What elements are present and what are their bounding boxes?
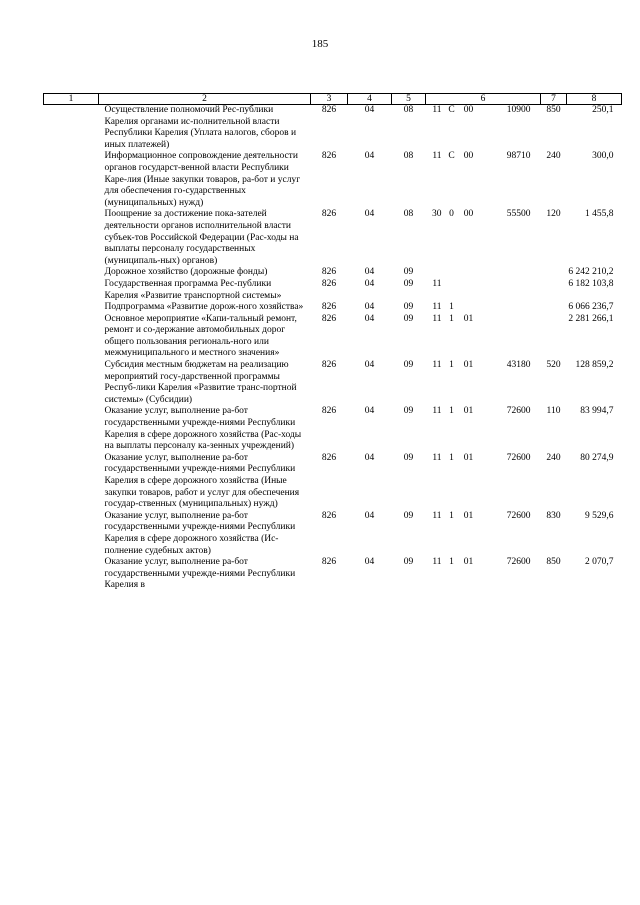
table-row bbox=[44, 406, 622, 452]
cell-csr bbox=[426, 302, 541, 314]
cell-vr: 850 bbox=[546, 557, 561, 568]
cell-rz: 04 bbox=[364, 360, 375, 371]
table-row bbox=[44, 314, 622, 360]
csr-segment: 01 bbox=[463, 452, 474, 463]
cell-blank bbox=[44, 302, 99, 314]
cell-rz: 04 bbox=[364, 105, 375, 115]
cell-rz: 04 bbox=[364, 151, 375, 162]
cell-sum: 300,0 bbox=[592, 151, 614, 162]
cell-name: Подпрограмма «Развитие дорож-ного хозяйства» bbox=[104, 302, 304, 313]
cell-name: Информационное сопровождение деятельности органов государст-венной власти Республики Каре-лия (Иные закупки товаров, ра-бот и услуг для обеспечения го-сударственных (муниципальных) нужд) bbox=[104, 151, 301, 208]
cell-sum: 2 281 266,1 bbox=[568, 313, 614, 324]
cell-vr bbox=[541, 279, 567, 302]
csr-segment: 72600 bbox=[506, 406, 531, 417]
csr-segment: 43180 bbox=[506, 360, 531, 371]
cell-ved: 826 bbox=[321, 151, 337, 162]
cell-sum: 6 242 210,2 bbox=[568, 267, 614, 278]
cell-blank bbox=[44, 209, 99, 267]
csr-segment: 72600 bbox=[506, 452, 531, 463]
table-row bbox=[44, 279, 622, 302]
cell-vr: 850 bbox=[546, 105, 561, 115]
csr-segment: 11 bbox=[432, 557, 442, 568]
cell-sum: 128 859,2 bbox=[575, 360, 614, 371]
cell-csr bbox=[426, 209, 541, 267]
table-header-row bbox=[44, 94, 622, 105]
cell-pr: 09 bbox=[403, 360, 414, 371]
csr-segment: 1 bbox=[449, 406, 454, 417]
cell-pr: 09 bbox=[403, 557, 414, 568]
csr-segment: 11 bbox=[432, 510, 442, 521]
cell-blank bbox=[44, 105, 99, 152]
csr-segment: 11 bbox=[432, 360, 442, 371]
csr-segment: 30 bbox=[432, 209, 442, 220]
cell-blank bbox=[44, 453, 99, 511]
cell-vr: 830 bbox=[546, 510, 561, 521]
cell-blank bbox=[44, 557, 99, 592]
cell-csr bbox=[426, 453, 541, 511]
cell-blank bbox=[44, 360, 99, 406]
cell-blank bbox=[44, 406, 99, 452]
table-row bbox=[44, 105, 622, 152]
cell-vr bbox=[541, 314, 567, 360]
cell-vr: 240 bbox=[546, 452, 561, 463]
csr-segment: 1 bbox=[449, 510, 454, 521]
cell-csr bbox=[426, 105, 541, 152]
cell-name: Субсидия местным бюджетам на реализацию мероприятий госу-дарственной программы Респуб-лики Карелия «Развитие транс-портной системы» (Субсидии) bbox=[104, 360, 297, 405]
cell-csr bbox=[426, 267, 541, 279]
cell-ved: 826 bbox=[321, 510, 337, 521]
cell-vr: 120 bbox=[546, 209, 561, 220]
cell-csr bbox=[426, 360, 541, 406]
cell-csr bbox=[426, 406, 541, 452]
csr-segment: 72600 bbox=[506, 557, 531, 568]
csr-segment: 01 bbox=[463, 557, 474, 568]
cell-csr bbox=[426, 557, 541, 592]
column-header: 1 bbox=[44, 94, 99, 105]
csr-segment: 11 bbox=[432, 151, 442, 162]
cell-ved: 826 bbox=[321, 360, 337, 371]
csr-segment: 10900 bbox=[506, 105, 531, 115]
cell-blank bbox=[44, 279, 99, 302]
cell-ved: 826 bbox=[321, 406, 337, 417]
cell-ved: 826 bbox=[321, 302, 337, 313]
csr-segment: 00 bbox=[463, 151, 474, 162]
cell-rz: 04 bbox=[364, 313, 375, 324]
table-row bbox=[44, 209, 622, 267]
cell-rz: 04 bbox=[364, 302, 375, 313]
cell-ved: 826 bbox=[321, 278, 337, 289]
cell-ved: 826 bbox=[321, 209, 337, 220]
cell-sum: 6 182 103,8 bbox=[568, 278, 614, 289]
csr-segment: 11 bbox=[432, 105, 442, 115]
cell-blank bbox=[44, 267, 99, 279]
table-row bbox=[44, 557, 622, 592]
cell-vr bbox=[541, 302, 567, 314]
cell-name: Осуществление полномочий Рес-публики Карелия органами ис-полнительной власти Республики Карелия (Уплата налогов, сборов и иных платежей) bbox=[104, 105, 297, 150]
cell-name: Оказание услуг, выполнение ра-бот государственными учрежде-ниями Республики Карелия в сфере дорожного хозяйства (Иные закупки товаров, работ и услуг для обеспечения государ-ственных (муниципальных) нужд) bbox=[104, 452, 300, 510]
cell-pr: 08 bbox=[403, 209, 414, 220]
csr-segment: 01 bbox=[463, 360, 474, 371]
cell-rz: 04 bbox=[364, 209, 375, 220]
csr-segment: 1 bbox=[449, 360, 454, 371]
csr-segment: 0 bbox=[449, 209, 454, 220]
csr-segment: С bbox=[448, 105, 455, 115]
table-row bbox=[44, 511, 622, 557]
cell-vr: 240 bbox=[546, 151, 561, 162]
csr-segment: 98710 bbox=[506, 151, 531, 162]
csr-segment: 01 bbox=[463, 510, 474, 521]
table-row bbox=[44, 302, 622, 314]
cell-pr: 09 bbox=[403, 313, 414, 324]
cell-blank bbox=[44, 511, 99, 557]
cell-sum: 9 529,6 bbox=[585, 510, 614, 521]
cell-vr: 520 bbox=[546, 360, 561, 371]
cell-pr: 08 bbox=[403, 105, 414, 115]
cell-rz: 04 bbox=[364, 510, 375, 521]
cell-sum: 250,1 bbox=[592, 105, 614, 115]
page-number: 185 bbox=[311, 38, 329, 50]
column-header: 8 bbox=[567, 94, 622, 105]
table-row bbox=[44, 453, 622, 511]
csr-segment: 11 bbox=[432, 406, 442, 417]
table-row bbox=[44, 360, 622, 406]
table-body bbox=[44, 105, 622, 592]
cell-name: Основное мероприятие «Капи-тальный ремонт, ремонт и со-держание автомобильных дорог общего пользования региональ-ного или межмуниципального и местного значения» bbox=[104, 313, 297, 359]
csr-segment: 11 bbox=[432, 302, 442, 313]
cell-vr: 110 bbox=[546, 406, 561, 417]
cell-ved: 826 bbox=[321, 452, 337, 463]
cell-ved: 826 bbox=[321, 557, 337, 568]
cell-rz: 04 bbox=[364, 557, 375, 568]
cell-pr: 08 bbox=[403, 151, 414, 162]
cell-ved: 826 bbox=[321, 105, 337, 115]
cell-sum: 6 066 236,7 bbox=[568, 302, 614, 313]
csr-segment: 1 bbox=[449, 557, 454, 568]
column-header: 4 bbox=[348, 94, 392, 105]
cell-sum: 83 994,7 bbox=[580, 406, 614, 417]
table-row bbox=[44, 267, 622, 279]
cell-pr: 09 bbox=[403, 406, 414, 417]
cell-name: Дорожное хозяйство (дорожные фонды) bbox=[104, 267, 268, 278]
cell-name: Поощрение за достижение пока-зателей деятельности органов исполнительной власти субъек-тов Российской Федерации (Рас-ходы на выплаты персоналу государственных (муниципаль-ных) органов) bbox=[104, 209, 299, 266]
cell-blank bbox=[44, 151, 99, 209]
csr-segment: 1 bbox=[449, 313, 454, 324]
csr-segment: 00 bbox=[463, 209, 474, 220]
cell-csr bbox=[426, 314, 541, 360]
csr-segment: 11 bbox=[432, 278, 442, 289]
cell-rz: 04 bbox=[364, 452, 375, 463]
cell-csr bbox=[426, 279, 541, 302]
cell-pr: 09 bbox=[403, 510, 414, 521]
cell-pr: 09 bbox=[403, 278, 414, 289]
cell-csr bbox=[426, 511, 541, 557]
cell-pr: 09 bbox=[403, 302, 414, 313]
column-header: 3 bbox=[311, 94, 348, 105]
csr-segment: 01 bbox=[463, 406, 474, 417]
table-row bbox=[44, 151, 622, 209]
cell-csr bbox=[426, 151, 541, 209]
cell-ved: 826 bbox=[321, 313, 337, 324]
cell-name: Оказание услуг, выполнение ра-бот государственными учрежде-ниями Республики Карелия в сфере дорожного хозяйства (Ис-полнение судебных актов) bbox=[104, 510, 296, 556]
csr-segment: 11 bbox=[432, 313, 442, 324]
cell-name: Оказание услуг, выполнение ра-бот государственными учрежде-ниями Республики Карелия в bbox=[104, 557, 296, 591]
column-header: 5 bbox=[392, 94, 426, 105]
csr-segment: 72600 bbox=[506, 510, 531, 521]
cell-vr bbox=[541, 267, 567, 279]
csr-segment: 00 bbox=[463, 105, 474, 115]
cell-sum: 2 070,7 bbox=[585, 557, 614, 568]
cell-sum: 80 274,9 bbox=[580, 452, 614, 463]
cell-blank bbox=[44, 314, 99, 360]
cell-rz: 04 bbox=[364, 267, 375, 278]
column-header: 6 bbox=[426, 94, 541, 105]
column-header: 7 bbox=[541, 94, 567, 105]
cell-ved: 826 bbox=[321, 267, 337, 278]
csr-segment: 1 bbox=[449, 452, 454, 463]
cell-rz: 04 bbox=[364, 406, 375, 417]
budget-table bbox=[43, 93, 622, 592]
cell-pr: 09 bbox=[403, 267, 414, 278]
cell-rz: 04 bbox=[364, 278, 375, 289]
cell-sum: 1 455,8 bbox=[585, 209, 614, 220]
csr-segment: 1 bbox=[449, 302, 454, 313]
csr-segment: 01 bbox=[463, 313, 474, 324]
column-header: 2 bbox=[99, 94, 311, 105]
csr-segment: С bbox=[448, 151, 455, 162]
cell-pr: 09 bbox=[403, 452, 414, 463]
csr-segment: 55500 bbox=[506, 209, 531, 220]
cell-name: Оказание услуг, выполнение ра-бот государственными учрежде-ниями Республики Карелия в сфере дорожного хозяйства (Рас-ходы на выплаты персоналу ка-зенных учреждений) bbox=[104, 406, 302, 452]
csr-segment: 11 bbox=[432, 452, 442, 463]
cell-name: Государственная программа Рес-публики Карелия «Развитие транспортной системы» bbox=[104, 278, 282, 301]
